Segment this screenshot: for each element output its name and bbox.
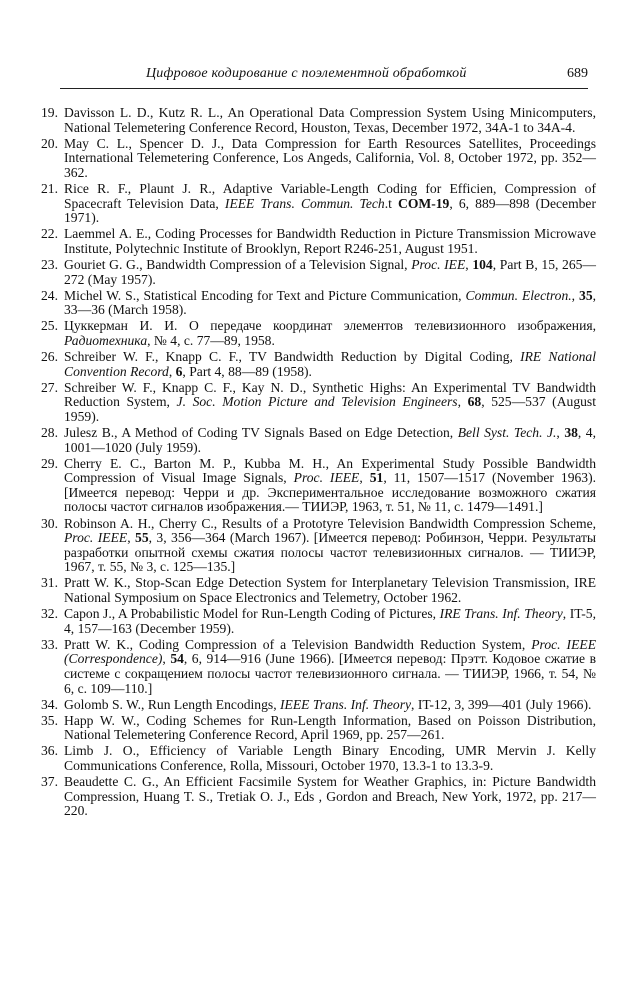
reference-number: 30.: [41, 515, 58, 531]
reference-number: 36.: [41, 743, 58, 759]
reference-text: Laemmel A. E., Coding Processes for Bandwidth Reduction in Picture Transmission Microwave Institute, Polytechnic Institute of Brooklyn, Report R246-251, August 1951.: [64, 226, 596, 256]
reference-text: Gouriet G. G., Bandwidth Compression of a Television Signal, Proc. IEE, 104, Part B, 15, 265—272 (May 1957).: [64, 256, 597, 287]
reference-item: [20, 607, 596, 636]
reference-number: 37.: [41, 774, 58, 790]
reference-text: Julesz B., A Method of Coding TV Signals Based on Edge Detection, Bell Syst. Tech. J., 38, 4, 1001—1020 (July 1959).: [64, 424, 597, 455]
reference-text: May C. L., Spencer D. J., Data Compression for Earth Resources Satellites, Proceedings International Telemetering Conference, Los Angeds, California, Vol. 8, October 1972, pp. 352—362.: [64, 135, 596, 180]
reference-number: 24.: [41, 287, 58, 303]
reference-number: 28.: [41, 424, 58, 440]
running-title: Цифровое кодирование с поэлементной обработкой: [146, 66, 467, 81]
reference-list: [20, 106, 596, 820]
reference-item: [20, 137, 596, 181]
reference-item: [20, 381, 596, 425]
reference-item: [20, 638, 596, 696]
reference-number: 29.: [41, 455, 58, 471]
reference-text: Pratt W. K., Coding Compression of a Television Bandwidth Reduction System, Proc. IEEE (Correspondence), 54, 6, 914—916 (June 1966). [Имеется перевод: Прэтт. Кодовое сжатие в системе с сокращением полосы частот телевизионного сигнала. — ТИИЭР, 1966, т. 54, № 6, с. 109—110.]: [64, 636, 596, 696]
reference-number: 31.: [41, 575, 58, 591]
reference-item: [20, 698, 596, 713]
reference-number: 25.: [41, 318, 58, 334]
reference-number: 21.: [41, 180, 58, 196]
reference-text: Happ W. W., Coding Schemes for Run-Length Information, Based on Poisson Distribution, National Telemetering Conference Record, April 1969, pp. 257—261.: [64, 712, 596, 743]
reference-number: 35.: [41, 712, 58, 728]
reference-item: [20, 350, 596, 379]
reference-item: [20, 106, 596, 135]
reference-item: [20, 775, 596, 819]
reference-item: [20, 319, 596, 348]
reference-text: Capon J., A Probabilistic Model for Run-Length Coding of Pictures, IRE Trans. Inf. Theory, IT-5, 4, 157—163 (December 1959).: [64, 606, 596, 636]
reference-number: 27.: [41, 379, 58, 395]
page-number: 689: [567, 66, 588, 81]
reference-text: Beaudette C. G., An Efficient Facsimile System for Weather Graphics, in: Picture Bandwidth Compression, Huang T. S., Tretiak O. J., Eds , Gordon and Breach, New York, 1972, pp. 217—220.: [64, 774, 596, 819]
reference-text: Cherry E. C., Barton M. P., Kubba M. H., An Experimental Study Possible Bandwidth Compression of Visual Image Signals, Proc. IEEE, 51, 11, 1507—1517 (November 1963). [Имеется перевод: Черри и др. Экспериментальное исследование возможного сжатия полосы частот сигналов изображения.— ТИИЭР, 1963, т. 51, № 11, с. 1479—1491.]: [64, 455, 597, 515]
reference-item: [20, 289, 596, 318]
reference-item: [20, 457, 596, 515]
reference-item: [20, 426, 596, 455]
reference-number: 19.: [41, 105, 58, 120]
reference-number: 20.: [41, 135, 58, 151]
reference-text: Michel W. S., Statistical Encoding for Text and Picture Communication, Commun. Electron., 35, 33—36 (March 1958).: [64, 287, 597, 318]
reference-number: 22.: [41, 226, 58, 242]
reference-number: 23.: [41, 256, 58, 272]
reference-item: [20, 258, 596, 287]
reference-item: [20, 517, 596, 575]
reference-text: Schreiber W. F., Knapp C. F., Kay N. D., Synthetic Highs: An Experimental TV Bandwidth Reduction System, J. Soc. Motion Picture and Television Engineers, 68, 525—537 (August 1959).: [64, 379, 596, 424]
reference-number: 33.: [41, 636, 58, 652]
reference-text: Цуккерман И. И. О передаче координат элементов телевизионного изображения, Радиотехника, № 4, с. 77—89, 1958.: [64, 318, 596, 348]
reference-number: 26.: [41, 349, 58, 364]
reference-text: Davisson L. D., Kutz R. L., An Operational Data Compression System Using Minicomputers, National Telemetering Conference Record, Houston, Texas, December 1972, 34A-1 to 34A-4.: [64, 105, 596, 135]
reference-item: [20, 714, 596, 743]
reference-text: Rice R. F., Plaunt J. R., Adaptive Variable-Length Coding for Efficien, Compression of Spacecraft Television Data, IEEE Trans. Commun. Tech.t COM-19, 6, 889—898 (December 1971).: [64, 180, 596, 226]
reference-text: Pratt W. K., Stop-Scan Edge Detection System for Interplanetary Television Transmission, IRE National Symposium on Space Electronics and Telemetry, October 1962.: [64, 575, 596, 605]
reference-text: Schreiber W. F., Knapp C. F., TV Bandwidth Reduction by Digital Coding, IRE National Convention Record, 6, Part 4, 88—89 (1958).: [64, 349, 596, 379]
reference-text: Golomb S. W., Run Length Encodings, IEEE Trans. Inf. Theory, IT-12, 3, 399—401 (July 1966).: [64, 696, 592, 712]
reference-number: 32.: [41, 606, 58, 622]
reference-text: Robinson A. H., Cherry C., Results of a Prototyre Television Bandwidth Compression Scheme, Proc. IEEE, 55, 3, 356—364 (March 1967). [Имеется перевод: Робинзон, Черри. Результаты разработки опытной схемы сжатия полосы частот телевизионных сигналов. — ТИИЭР, 1967, т. 55, № 3, с. 125—135.]: [64, 515, 597, 575]
reference-item: [20, 227, 596, 256]
reference-number: 34.: [41, 696, 58, 712]
reference-item: [20, 744, 596, 773]
reference-text: Limb J. O., Efficiency of Variable Length Binary Encoding, UMR Mervin J. Kelly Communications Conference, Rolla, Missouri, October 1970, 13.3-1 to 13.3-9.: [64, 743, 596, 774]
reference-item: [20, 182, 596, 226]
running-header: [60, 66, 588, 89]
reference-item: [20, 576, 596, 605]
